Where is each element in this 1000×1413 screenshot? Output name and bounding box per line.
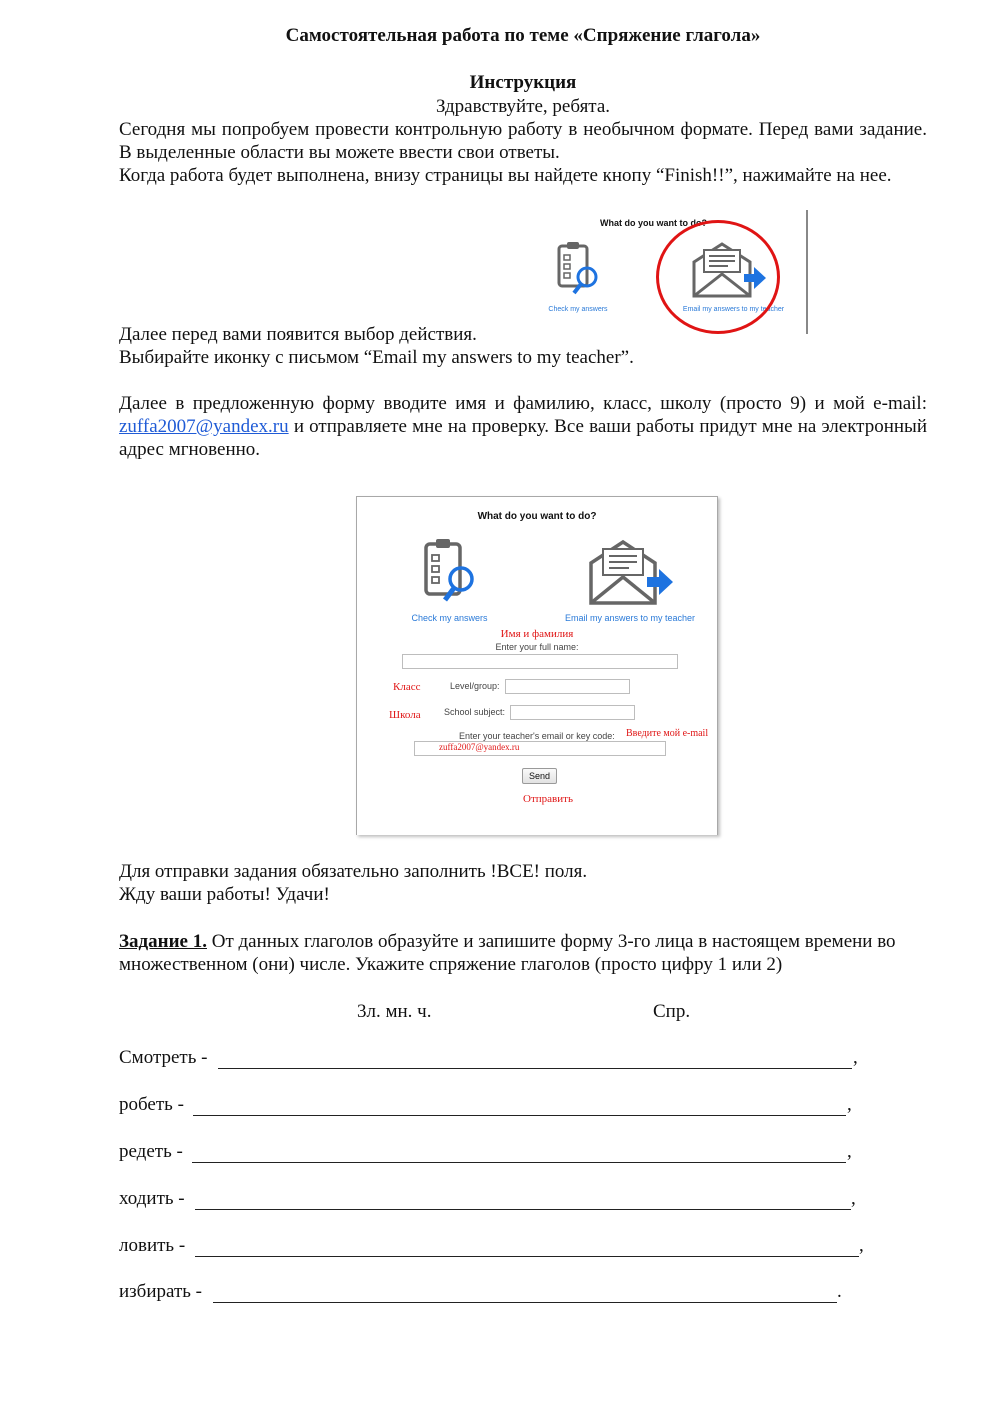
email-input-value: zuffa2007@yandex.ru	[439, 742, 520, 752]
small-dialog-title: What do you want to do?	[600, 218, 707, 228]
highlight-circle	[656, 220, 780, 334]
verb-row-2-label: робеть -	[119, 1094, 184, 1115]
small-email-label[interactable]: Email my answers to my teacher	[682, 306, 785, 313]
task-1-description	[119, 930, 927, 976]
form-instructions	[119, 392, 927, 461]
small-check-label[interactable]: Check my answers	[548, 306, 608, 313]
intro-paragraph-2: Когда работа будет выполнена, внизу страницы вы найдете кнопу “Finish!!”, нажимайте на нее.	[119, 165, 892, 186]
intro-paragraph-1: Сегодня мы попробуем провести контрольную работу в необычном формате. Перед вами задание. В выделенные области вы можете ввести свои ответы.	[119, 119, 927, 163]
column-header-form: 3л. мн. ч.	[357, 1001, 432, 1022]
envelope-icon	[585, 537, 677, 612]
form-text-after: и отправляете мне на проверку. Все ваши работы придут мне на электронный адрес мгновенно.	[119, 416, 927, 460]
verb-row-1-label: Смотреть -	[119, 1047, 208, 1068]
email-note: Введите мой e-mail	[626, 728, 709, 739]
big-dialog-title: What do you want to do?	[477, 511, 597, 522]
verb-row-4-end: ,	[851, 1188, 856, 1209]
task-1-label: Задание 1.	[119, 931, 207, 952]
verb-row-5-label: ловить -	[119, 1235, 186, 1256]
small-dialog-screenshot	[536, 208, 810, 334]
level-group-label: Level/group:	[450, 681, 500, 691]
verb-row-3-answer[interactable]	[192, 1144, 846, 1163]
teacher-email-link[interactable]: zuffa2007@yandex.ru	[119, 416, 289, 437]
class-note: Класс	[393, 681, 421, 693]
verb-row-3-label: редеть -	[119, 1141, 183, 1162]
verb-row-2-end: ,	[847, 1094, 852, 1115]
greeting: Здравствуйте, ребята.	[435, 96, 611, 117]
instruction-heading: Инструкция	[469, 72, 577, 93]
verb-row-2-answer[interactable]	[193, 1097, 846, 1116]
school-note: Школа	[389, 709, 421, 721]
teacher-email-input[interactable]	[414, 741, 666, 756]
column-header-conjugation: Спр.	[653, 1001, 691, 1022]
check-answers-button[interactable]: Check my answers	[411, 613, 488, 623]
verb-row-6-end: .	[837, 1281, 842, 1302]
closing-line-2: Жду ваши работы! Удачи!	[119, 884, 330, 905]
email-answers-button[interactable]: Email my answers to my teacher	[564, 613, 696, 623]
task-1-text: От данных глаголов образуйте и запишите форму 3-го лица в настоящем времени во множественном (они) числе. Укажите спряжение глаголов (просто цифру 1 или 2)	[119, 931, 896, 975]
checklist-icon	[423, 537, 481, 614]
form-text-before: Далее в предложенную форму вводите имя и фамилию, класс, школу (просто 9) и мой e-mail:	[119, 393, 927, 414]
email-form-screenshot	[356, 496, 718, 835]
level-group-input[interactable]	[505, 679, 630, 694]
verb-row-1-end: ,	[853, 1047, 858, 1068]
school-subject-input[interactable]	[510, 705, 635, 720]
verb-row-5-answer[interactable]	[195, 1238, 859, 1257]
vertical-divider	[806, 210, 808, 334]
full-name-input[interactable]	[402, 654, 678, 669]
document-title: Самостоятельная работа по теме «Спряжение глагола»	[285, 25, 761, 46]
full-name-label: Enter your full name:	[495, 642, 579, 652]
verb-row-1-answer[interactable]	[218, 1050, 852, 1069]
verb-row-6-label: избирать -	[119, 1281, 202, 1302]
school-subject-label: School subject:	[444, 707, 506, 717]
closing-line-1: Для отправки задания обязательно заполнить !ВСЕ! поля.	[119, 861, 588, 882]
checklist-icon	[556, 240, 604, 307]
send-button[interactable]: Send	[522, 768, 557, 784]
verb-row-4-label: ходить -	[119, 1188, 185, 1209]
step-line-2: Выбирайте иконку с письмом “Email my answers to my teacher”.	[119, 347, 634, 368]
send-note: Отправить	[523, 793, 573, 805]
verb-row-6-answer[interactable]	[213, 1284, 837, 1303]
step-line-1: Далее перед вами появится выбор действия.	[119, 324, 477, 345]
verb-row-3-end: ,	[847, 1141, 852, 1162]
teacher-email-label: Enter your teacher's email or key code:	[459, 731, 615, 741]
verb-row-5-end: ,	[859, 1235, 864, 1256]
name-note: Имя и фамилия	[500, 628, 574, 640]
verb-row-4-answer[interactable]	[195, 1191, 851, 1210]
